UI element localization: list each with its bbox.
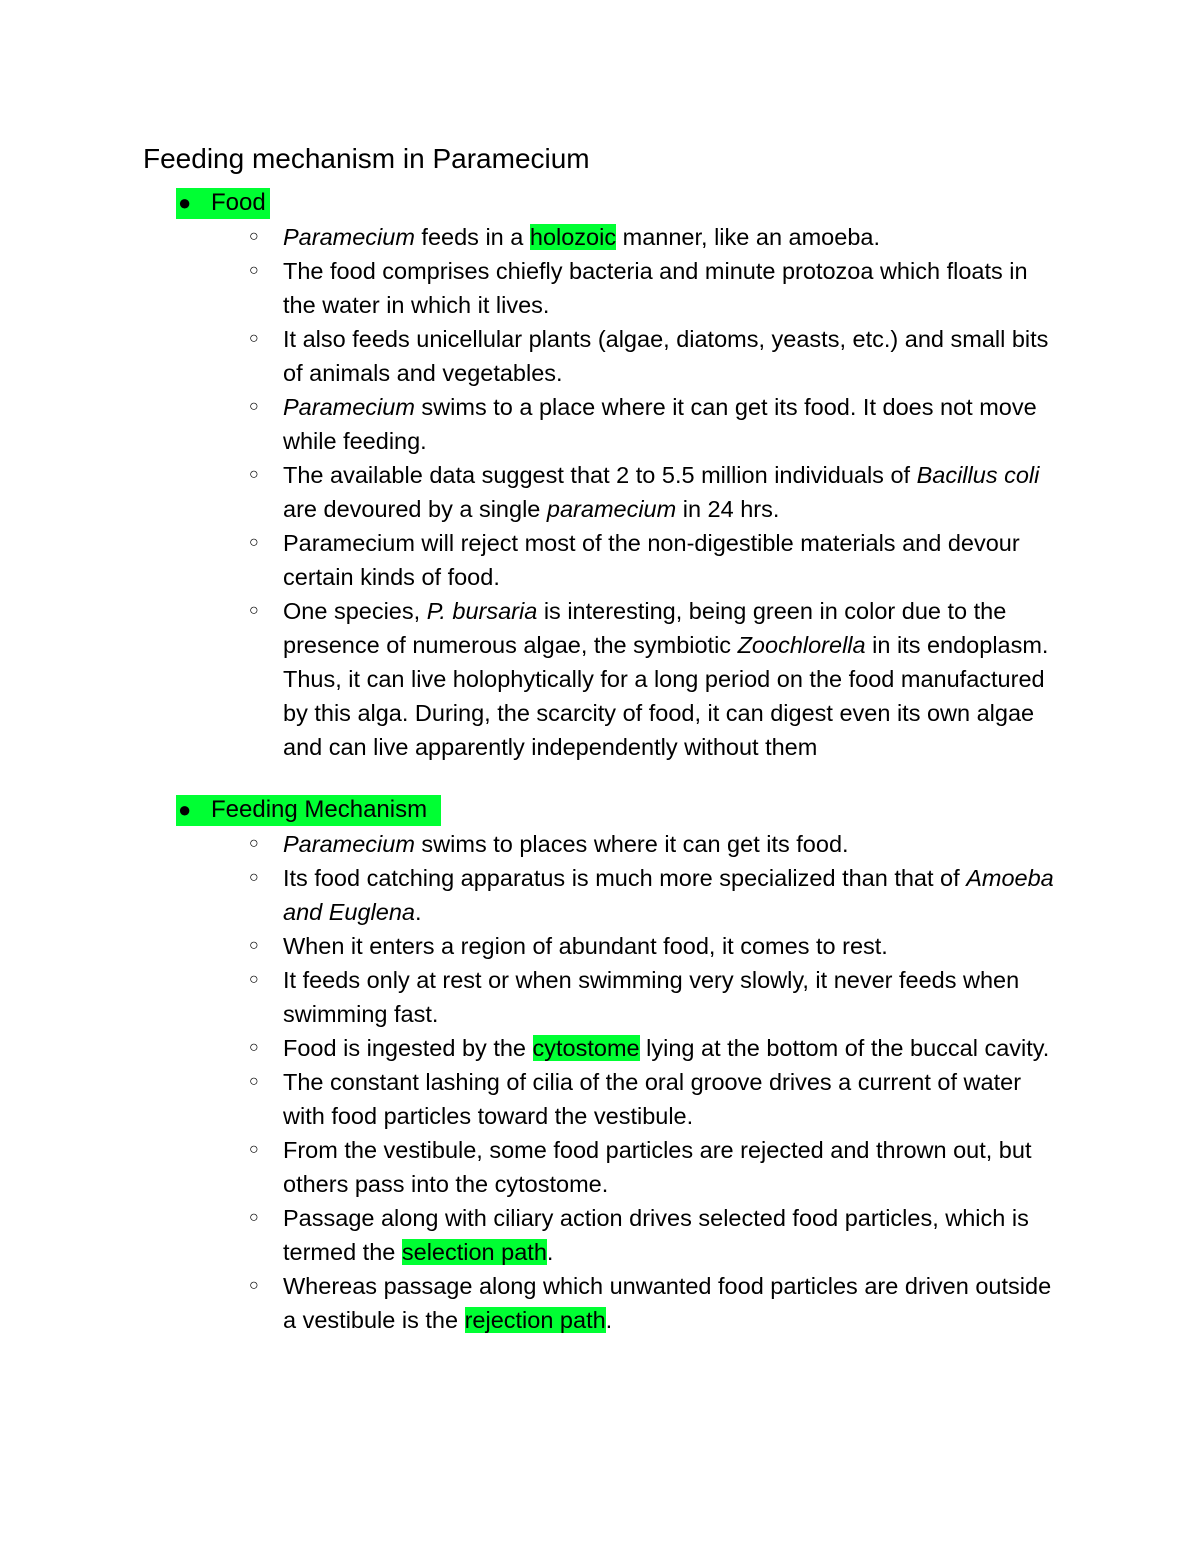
list-item — [0, 1065, 1063, 1133]
hollow-bullet-icon: ○ — [249, 937, 259, 954]
italic-term: P. bursaria — [426, 598, 538, 624]
list-item — [0, 526, 1063, 594]
italic-term: paramecium — [546, 496, 677, 522]
hollow-bullet-icon: ○ — [249, 330, 259, 347]
list-item — [0, 963, 1063, 1031]
section-feeding-mechanism — [0, 793, 1200, 1337]
list-item-text — [283, 390, 1063, 458]
hollow-bullet-icon: ○ — [249, 398, 259, 415]
list-item-text — [283, 1269, 1063, 1337]
list-item-text — [283, 1031, 1063, 1065]
hollow-bullet-icon: ○ — [249, 262, 259, 279]
list-item-text — [283, 1065, 1063, 1133]
list-item — [0, 1031, 1063, 1065]
text-run: From the vestibule, some food particles are rejected and thrown out, but others pass into the cytostome. — [283, 1137, 1032, 1197]
hollow-bullet-icon: ○ — [249, 835, 259, 852]
list-item-text — [283, 1133, 1063, 1201]
list-item-text — [283, 861, 1063, 929]
list-item — [0, 390, 1063, 458]
text-run: When it enters a region of abundant food, it comes to rest. — [283, 933, 888, 959]
text-run: The available data suggest that 2 to 5.5 million individuals of — [283, 462, 917, 488]
list-item — [0, 254, 1063, 322]
italic-term: Paramecium — [283, 394, 415, 420]
hollow-bullet-icon: ○ — [249, 466, 259, 483]
italic-term: Amoeba and Euglena — [283, 865, 1054, 925]
hollow-bullet-icon: ○ — [249, 602, 259, 619]
text-run: Passage along with ciliary action drives selected food particles, which is termed the — [283, 1205, 1029, 1265]
list-item-text — [283, 1201, 1063, 1269]
text-run: Its food catching apparatus is much more specialized than that of — [283, 865, 967, 891]
text-run: are devoured by a single — [283, 496, 547, 522]
highlighted-term: cytostome — [532, 1035, 640, 1061]
highlighted-term: rejection path — [464, 1307, 606, 1333]
section-heading-row — [0, 186, 1200, 220]
text-run: Paramecium will reject most of the non-digestible materials and devour certain kinds of food. — [283, 530, 1020, 590]
list-item — [0, 1201, 1063, 1269]
text-run: swims to a place where it can get its food. It does not move while feeding. — [283, 394, 1037, 454]
text-run: One species, — [283, 598, 427, 624]
list-item-text — [283, 963, 1063, 1031]
hollow-bullet-icon: ○ — [249, 1209, 259, 1226]
text-run: Food is ingested by the — [283, 1035, 533, 1061]
text-run: . — [605, 1307, 613, 1333]
text-run: The constant lashing of cilia of the oral groove drives a current of water with food particles toward the vestibule. — [283, 1069, 1022, 1129]
section-heading: Feeding Mechanism — [211, 796, 428, 823]
filled-bullet-icon: ● — [178, 190, 192, 215]
hollow-bullet-icon: ○ — [249, 228, 259, 245]
list-item-text — [283, 458, 1063, 526]
list-item-text — [283, 827, 1063, 861]
hollow-bullet-icon: ○ — [249, 1073, 259, 1090]
text-run: feeds in a — [414, 224, 530, 250]
section-heading-row — [0, 793, 1200, 827]
list-item — [0, 322, 1063, 390]
text-run: swims to places where it can get its food. — [414, 831, 849, 857]
text-run: . — [546, 1239, 554, 1265]
hollow-bullet-icon: ○ — [249, 869, 259, 886]
text-run: It feeds only at rest or when swimming very slowly, it never feeds when swimming fast. — [283, 967, 1020, 1027]
text-run: in its endoplasm. Thus, it can live holophytically for a long period on the food manufactured by this alga. During, the scarcity of food, it can digest even its own algae and can live apparently independently without them — [283, 632, 1049, 760]
list-item-text — [283, 254, 1063, 322]
highlighted-term: holozoic — [529, 224, 617, 250]
list-item-text — [283, 594, 1063, 764]
page-title: Feeding mechanism in Paramecium — [143, 143, 590, 174]
list-item-text — [283, 322, 1063, 390]
list-item — [0, 1133, 1063, 1201]
hollow-bullet-icon: ○ — [249, 971, 259, 988]
italic-term: Paramecium — [283, 831, 415, 857]
hollow-bullet-icon: ○ — [249, 1039, 259, 1056]
text-run: in 24 hrs. — [676, 496, 780, 522]
text-run: It also feeds unicellular plants (algae, diatoms, yeasts, etc.) and small bits of animals and vegetables. — [283, 326, 1049, 386]
text-run: is interesting, being green in color due to the presence of numerous algae, the symbiotic — [283, 598, 1007, 658]
list-item — [0, 861, 1063, 929]
list-item-text — [283, 220, 1063, 254]
list-item-text — [283, 929, 1063, 963]
list-item — [0, 220, 1063, 254]
hollow-bullet-icon: ○ — [249, 534, 259, 551]
section-heading: Food — [211, 189, 266, 216]
list-item-text — [283, 526, 1063, 594]
sub-bullet-list — [0, 220, 1200, 764]
section-food — [0, 186, 1200, 764]
text-run: The food comprises chiefly bacteria and minute protozoa which floats in the water in which it lives. — [283, 258, 1028, 318]
italic-term: Paramecium — [283, 224, 415, 250]
text-run: Whereas passage along which unwanted food particles are driven outside a vestibule is the — [283, 1273, 1052, 1333]
text-run: lying at the bottom of the buccal cavity. — [639, 1035, 1050, 1061]
list-item — [0, 594, 1063, 764]
hollow-bullet-icon: ○ — [249, 1141, 259, 1158]
list-item — [0, 1269, 1063, 1337]
list-item — [0, 929, 1063, 963]
list-item — [0, 458, 1063, 526]
italic-term: Bacillus coli — [916, 462, 1040, 488]
filled-bullet-icon: ● — [178, 797, 192, 822]
italic-term: Zoochlorella — [737, 632, 866, 658]
highlighted-term: selection path — [401, 1239, 547, 1265]
text-run: manner, like an amoeba. — [616, 224, 880, 250]
sub-bullet-list — [0, 827, 1200, 1337]
text-run: . — [414, 899, 422, 925]
hollow-bullet-icon: ○ — [249, 1277, 259, 1294]
list-item — [0, 827, 1063, 861]
